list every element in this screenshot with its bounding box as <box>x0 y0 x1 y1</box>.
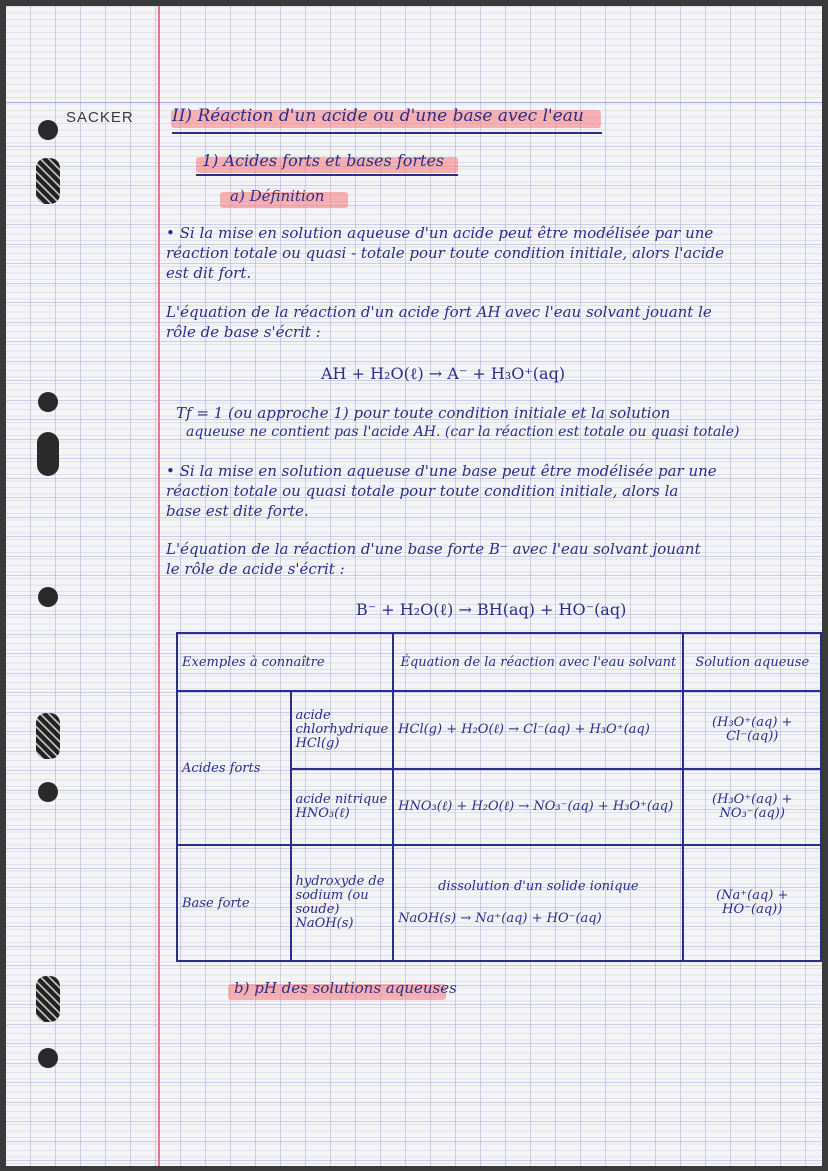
author-name: SACKER <box>66 109 134 126</box>
paragraph-line: rôle de base s'écrit : <box>166 323 321 341</box>
heading-b: b) pH des solutions aqueuses <box>234 979 457 997</box>
ruled-line <box>6 341 822 342</box>
margin-line <box>158 6 160 1166</box>
table-row <box>177 691 821 769</box>
punch-hole <box>36 976 60 1022</box>
equation-cell: HCl(g) + H₂O(ℓ) → Cl⁻(aq) + H₃O⁺(aq) <box>393 691 683 769</box>
ruled-line <box>6 361 822 362</box>
paragraph-line: est dit fort. <box>166 264 252 282</box>
underline <box>196 174 458 176</box>
equation-acid: AH + H₂O(ℓ) → A⁻ + H₃O⁺(aq) <box>321 364 566 383</box>
underline <box>172 132 602 134</box>
ruled-line <box>6 263 822 264</box>
ruled-line <box>6 575 822 576</box>
ruled-line <box>6 205 822 206</box>
paragraph-line: L'équation de la réaction d'une base forte B⁻ avec l'eau solvant jouant <box>166 540 701 558</box>
ruled-line <box>6 595 822 596</box>
equation-text: NaOH(s) → Na⁺(aq) + HO⁻(aq) <box>398 911 602 926</box>
name-cell: acide nitrique HNO₃(ℓ) <box>291 769 394 845</box>
table-row <box>177 845 821 961</box>
table-header-cell: Exemples à connaître <box>177 633 393 691</box>
punch-hole <box>38 782 58 802</box>
equation-cell <box>393 845 683 961</box>
equation-cell: HNO₃(ℓ) + H₂O(ℓ) → NO₃⁻(aq) + H₃O⁺(aq) <box>393 769 683 845</box>
paragraph-line: aqueuse ne contient pas l'acide AH. (car la réaction est totale ou quasi totale) <box>186 424 740 440</box>
paragraph-line: réaction totale ou quasi - totale pour toute condition initiale, alors l'acide <box>166 244 724 262</box>
name-cell: hydroxyde de sodium (ou soude) NaOH(s) <box>291 845 394 961</box>
ruled-line <box>6 1160 822 1161</box>
ruled-line <box>6 283 822 284</box>
table-header-cell: Solution aqueuse <box>683 633 821 691</box>
ruled-line <box>6 1141 822 1142</box>
ruled-line <box>6 322 822 323</box>
equation-title: dissolution d'un solide ionique <box>438 879 639 894</box>
ruled-line <box>6 1043 822 1044</box>
paragraph-line: • Si la mise en solution aqueuse d'une base peut être modélisée par une <box>166 462 717 480</box>
paragraph-line: • Si la mise en solution aqueuse d'un acide peut être modélisée par une <box>166 224 714 242</box>
ruled-line <box>6 517 822 518</box>
paragraph-line: base est dite forte. <box>166 502 309 520</box>
ruled-line <box>6 1063 822 1064</box>
examples-table <box>176 632 822 962</box>
ruled-line <box>6 1082 822 1083</box>
ruled-line <box>6 185 822 186</box>
ruled-line <box>6 458 822 459</box>
paragraph-line: Tf = 1 (ou approche 1) pour toute condition initiale et la solution <box>176 404 671 422</box>
ruled-line <box>6 965 822 966</box>
heading-main: II) Réaction d'un acide ou d'une base avec l'eau <box>172 106 584 126</box>
punch-hole <box>36 713 60 759</box>
punch-hole <box>38 587 58 607</box>
paragraph-line: réaction totale ou quasi totale pour toute condition initiale, alors la <box>166 482 679 500</box>
table-header-row <box>177 633 821 691</box>
group-cell: Acides forts <box>177 691 291 845</box>
solution-cell: (Na⁺(aq) + HO⁻(aq)) <box>683 845 821 961</box>
heading-a: a) Définition <box>230 187 325 205</box>
notebook-page <box>6 6 822 1166</box>
solution-cell: (H₃O⁺(aq) + NO₃⁻(aq)) <box>683 769 821 845</box>
ruled-line <box>6 1121 822 1122</box>
header-line <box>6 102 822 103</box>
ruled-line <box>6 536 822 537</box>
punch-hole <box>38 1048 58 1068</box>
paragraph-line: le rôle de acide s'écrit : <box>166 560 345 578</box>
punch-hole <box>36 158 60 204</box>
group-cell: Base forte <box>177 845 291 961</box>
ruled-line <box>6 400 822 401</box>
table-header-cell: Équation de la réaction avec l'eau solvant <box>393 633 683 691</box>
paragraph-line: L'équation de la réaction d'un acide fort AH avec l'eau solvant jouant le <box>166 303 712 321</box>
heading-sub: 1) Acides forts et bases fortes <box>202 151 445 170</box>
punch-hole <box>38 392 58 412</box>
ruled-line <box>6 1004 822 1005</box>
ruled-line <box>6 1102 822 1103</box>
name-cell: acide chlorhydrique HCl(g) <box>291 691 394 769</box>
equation-base: B⁻ + H₂O(ℓ) → BH(aq) + HO⁻(aq) <box>356 600 627 619</box>
punch-hole <box>38 120 58 140</box>
ruled-line <box>6 146 822 147</box>
ruled-line <box>6 1024 822 1025</box>
punch-hole <box>37 432 59 476</box>
solution-cell: (H₃O⁺(aq) + Cl⁻(aq)) <box>683 691 821 769</box>
